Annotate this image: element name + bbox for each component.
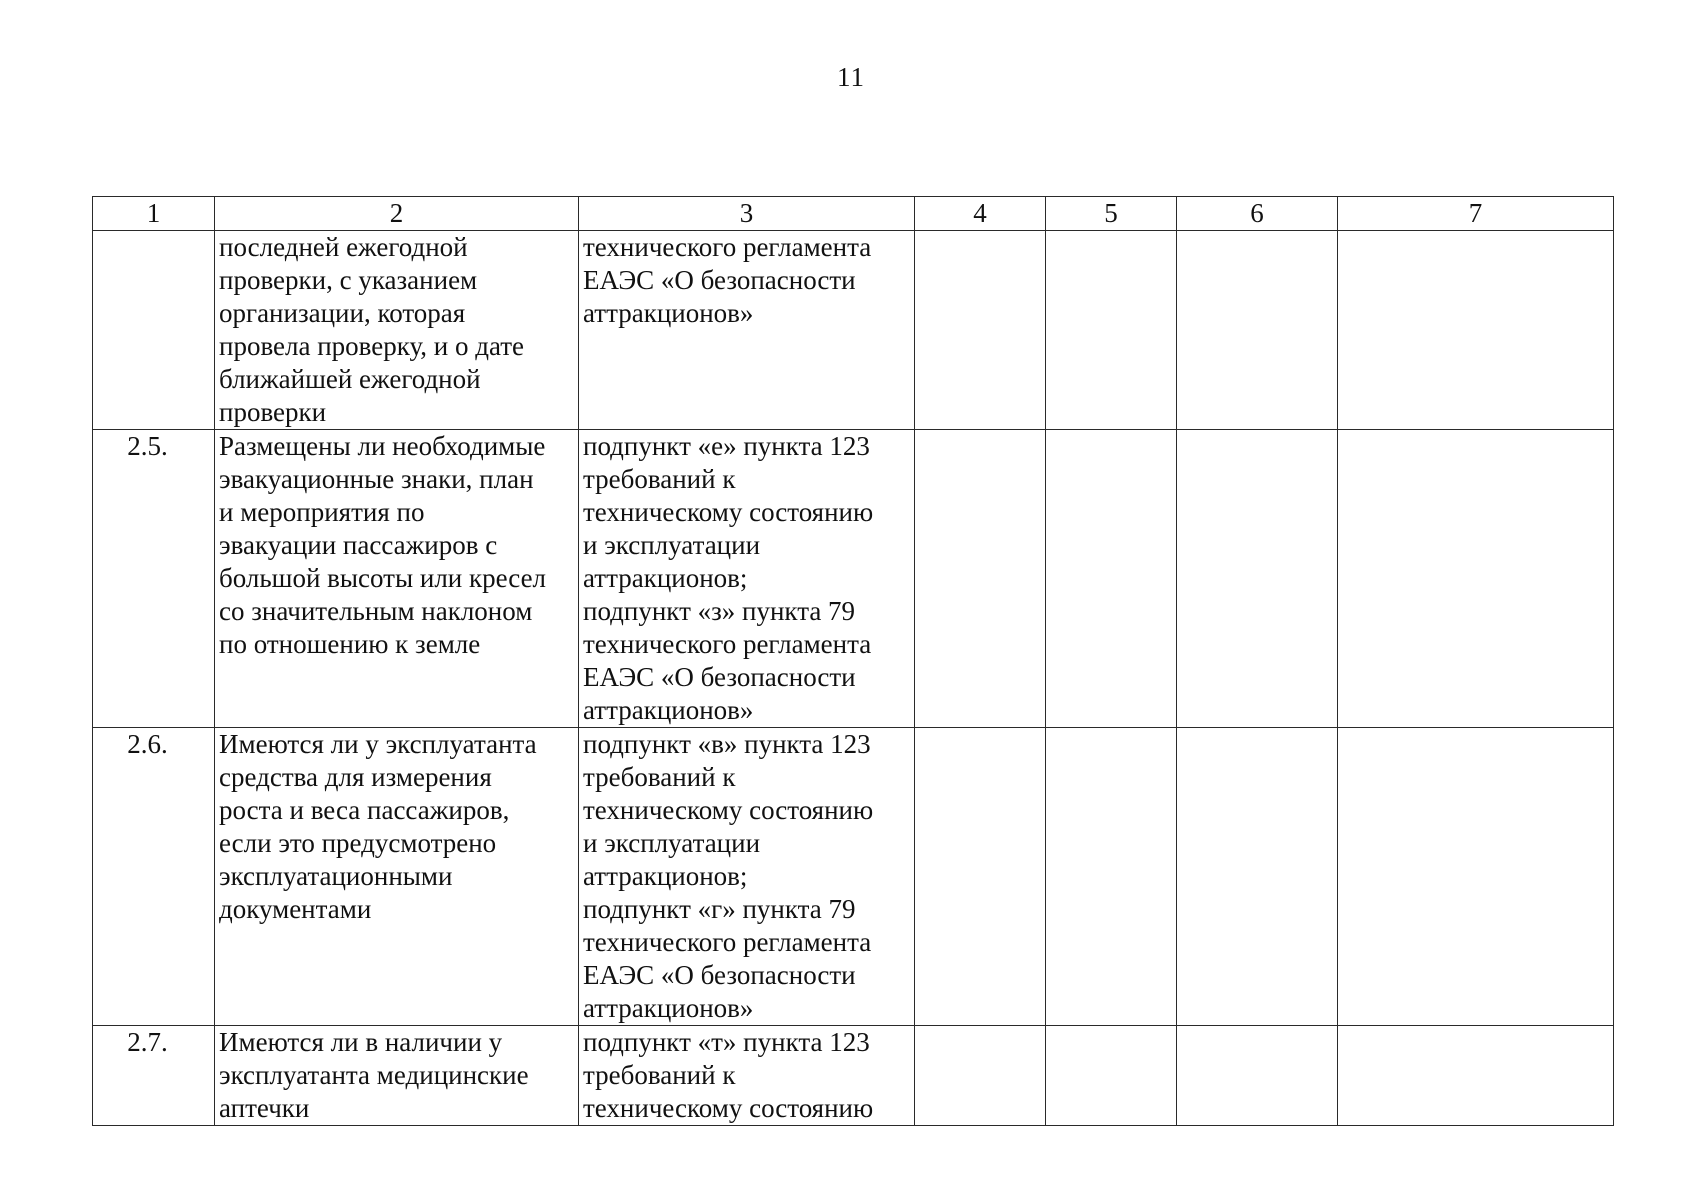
question-cell: Имеются ли в наличии у эксплуатанта медицинские аптечки	[215, 1026, 579, 1126]
question-cell: последней ежегодной проверки, с указанием организации, которая провела проверку, и о дате ближайшей ежегодной проверки	[215, 231, 579, 430]
question-cell: Размещены ли необходимые эвакуационные знаки, план и мероприятия по эвакуации пассажиров с большой высоты или кресел со значительным наклоном по отношению к земле	[215, 430, 579, 728]
column-header: 1	[93, 197, 215, 231]
answer-cell-4	[915, 231, 1046, 430]
table-row	[93, 1026, 1614, 1126]
answer-cell-5	[1046, 231, 1177, 430]
question-cell: Имеются ли у эксплуатанта средства для измерения роста и веса пассажиров, если это предусмотрено эксплуатационными документами	[215, 728, 579, 1026]
answer-cell-4	[915, 1026, 1046, 1126]
answer-cell-4	[915, 430, 1046, 728]
table-row	[93, 728, 1614, 1026]
column-header: 5	[1046, 197, 1177, 231]
column-header: 3	[579, 197, 915, 231]
answer-cell-5	[1046, 728, 1177, 1026]
table-row	[93, 430, 1614, 728]
item-number: 2.5.	[93, 430, 215, 728]
column-header: 7	[1338, 197, 1614, 231]
answer-cell-4	[915, 728, 1046, 1026]
item-number	[93, 231, 215, 430]
answer-cell-5	[1046, 1026, 1177, 1126]
page-number: 11	[837, 62, 865, 92]
answer-cell-5	[1046, 430, 1177, 728]
item-number: 2.6.	[93, 728, 215, 1026]
column-header: 2	[215, 197, 579, 231]
answer-cell-6	[1177, 728, 1338, 1026]
table-row	[93, 231, 1614, 430]
table-header-row	[93, 197, 1614, 231]
answer-cell-6	[1177, 231, 1338, 430]
item-number: 2.7.	[93, 1026, 215, 1126]
answer-cell-7	[1338, 728, 1614, 1026]
reference-cell: подпункт «в» пункта 123 требований к техническому состоянию и эксплуатации аттракционов; подпункт «г» пункта 79 технического регламента ЕАЭС «О безопасности аттракционов»	[579, 728, 915, 1026]
answer-cell-7	[1338, 430, 1614, 728]
answer-cell-7	[1338, 231, 1614, 430]
answer-cell-7	[1338, 1026, 1614, 1126]
checklist-table	[92, 196, 1614, 1126]
reference-cell: подпункт «т» пункта 123 требований к техническому состоянию	[579, 1026, 915, 1126]
reference-cell: технического регламента ЕАЭС «О безопасности аттракционов»	[579, 231, 915, 430]
reference-cell: подпункт «е» пункта 123 требований к техническому состоянию и эксплуатации аттракционов; подпункт «з» пункта 79 технического регламента ЕАЭС «О безопасности аттракционов»	[579, 430, 915, 728]
column-header: 4	[915, 197, 1046, 231]
answer-cell-6	[1177, 1026, 1338, 1126]
answer-cell-6	[1177, 430, 1338, 728]
column-header: 6	[1177, 197, 1338, 231]
